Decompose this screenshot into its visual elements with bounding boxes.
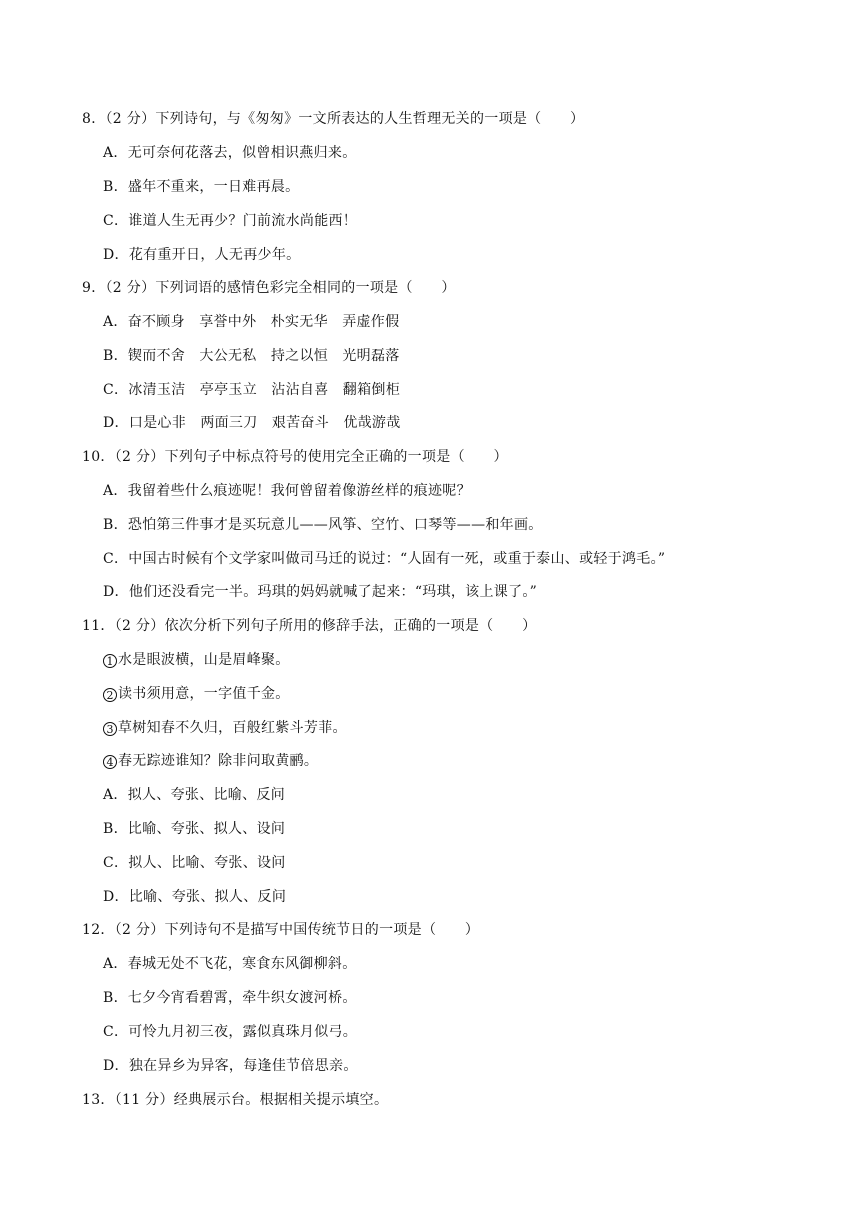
question-11-item-1-text: 水是眼波横，山是眉峰聚。 xyxy=(118,652,290,668)
question-12-option-c: C．可怜九月初三夜，露似真珠月似弓。 xyxy=(103,1024,358,1040)
question-11-item-2 xyxy=(103,685,290,703)
question-12-option-d: D．独在异乡为异客，每逢佳节倍思亲。 xyxy=(103,1058,358,1074)
circled-number: 3 xyxy=(103,722,117,736)
question-11-item-2-text: 读书须用意，一字值千金。 xyxy=(118,686,290,702)
question-11-option-d: D．比喻、夸张、拟人、反问 xyxy=(103,889,287,905)
circled-number: 1 xyxy=(103,654,117,668)
question-9-stem: 9．（2 分）下列词语的感情色彩完全相同的一项是（ ） xyxy=(82,280,456,296)
question-11-item-3-text: 草树知春不久归，百般红紫斗芳菲。 xyxy=(118,720,347,736)
question-11-item-4 xyxy=(103,752,318,770)
question-9-option-a: A．奋不顾身 享誉中外 朴实无华 弄虚作假 xyxy=(103,314,400,330)
question-11-option-a: A．拟人、夸张、比喻、反问 xyxy=(103,787,286,803)
question-10-option-d: D．他们还没看完一半。玛琪的妈妈就喊了起来：“玛琪，该上课了。” xyxy=(103,584,538,600)
question-11-option-c: C．拟人、比喻、夸张、设问 xyxy=(103,855,286,871)
question-11-item-3 xyxy=(103,719,347,737)
question-8-option-a: A．无可奈何花落去，似曾相识燕归来。 xyxy=(103,145,357,161)
question-10-stem: 10．（2 分）下列句子中标点符号的使用完全正确的一项是（ ） xyxy=(82,449,508,465)
question-13-stem: 13．（11 分）经典展示台。根据相关提示填空。 xyxy=(82,1092,389,1108)
question-9-option-b: B．锲而不舍 大公无私 持之以恒 光明磊落 xyxy=(103,348,400,364)
question-11-stem: 11．（2 分）依次分析下列句子所用的修辞手法，正确的一项是（ ） xyxy=(82,618,537,634)
question-10-option-c: C．中国古时候有个文学家叫做司马迁的说过：“人固有一死，或重于泰山、或轻于鸿毛。” xyxy=(103,551,666,567)
question-12-option-a: A．春城无处不飞花，寒食东风御柳斜。 xyxy=(103,956,357,972)
question-12-option-b: B．七夕今宵看碧霄，牵牛织女渡河桥。 xyxy=(103,990,357,1006)
question-9-option-d: D．口是心非 两面三刀 艰苦奋斗 优哉游哉 xyxy=(103,415,401,431)
circled-number: 2 xyxy=(103,688,117,702)
question-10-option-b: B．恐怕第三件事才是买玩意儿——风筝、空竹、口琴等——和年画。 xyxy=(103,517,543,533)
question-11-item-1 xyxy=(103,651,290,669)
question-10-option-a: A．我留着些什么痕迹呢！我何曾留着像游丝样的痕迹呢？ xyxy=(103,483,471,499)
question-12-stem: 12．（2 分）下列诗句不是描写中国传统节日的一项是（ ） xyxy=(82,922,480,938)
question-11-option-b: B．比喻、夸张、拟人、设问 xyxy=(103,821,286,837)
question-8-option-d: D．花有重开日，人无再少年。 xyxy=(103,247,301,263)
question-9-option-c: C．冰清玉洁 亭亭玉立 沾沾自喜 翻箱倒柜 xyxy=(103,382,401,398)
question-8-option-b: B．盛年不重来，一日难再晨。 xyxy=(103,179,300,195)
circled-number: 4 xyxy=(103,755,117,769)
question-8-stem: 8．（2 分）下列诗句，与《匆匆》一文所表达的人生哲理无关的一项是（ ） xyxy=(82,111,585,127)
question-8-option-c: C．谁道人生无再少？门前流水尚能西！ xyxy=(103,213,358,229)
question-11-item-4-text: 春无踪迹谁知？除非问取黄鹂。 xyxy=(118,753,319,769)
